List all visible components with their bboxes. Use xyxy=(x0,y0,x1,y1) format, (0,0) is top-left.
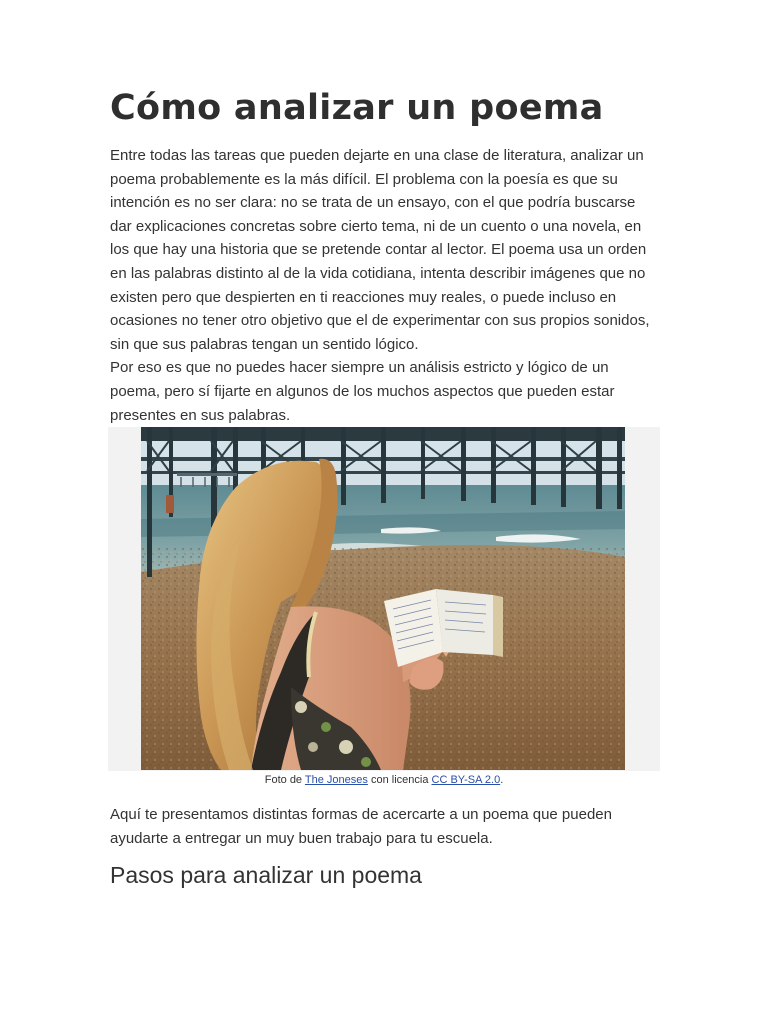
second-paragraph: Por eso es que no puedes hacer siempre un análisis estricto y lógico de un poema, pero sí fijarte en algunos de los muchos aspectos que pueden estar presentes en sus palabras. xyxy=(110,359,615,424)
page-title: Cómo analizar un poema xyxy=(110,88,604,128)
photo-figure xyxy=(108,427,660,787)
caption-prefix: Foto de xyxy=(264,774,305,787)
caption-middle: con licencia xyxy=(367,774,432,787)
photo-frame xyxy=(108,427,660,771)
article xyxy=(110,86,660,890)
license-link[interactable]: CC BY-SA 2.0 xyxy=(431,774,501,787)
photo-caption xyxy=(108,773,660,787)
intro-paragraph: Entre todas las tareas que pueden dejarte en una clase de literatura, analizar un poema probablemente es la más difícil. El problema con la poesía es que su intención es no ser clara: no se trata de un ensayo, con el que podría buscarse dar explicaciones concretas sobre cierto tema, ni de un cuento o una novela, en los que hay una historia que se pretende contar al lector. El poema usa un orden en las palabras distinto al de la vida cotidiana, intenta describir imágenes que no existen pero que despierten en ti reacciones muy reales, o puede incluso en ocasiones no tener otro objetivo que el de experimentar con sus propios sonidos, sin que sus palabras tengan un sentido lógico. xyxy=(110,147,650,353)
author-link[interactable]: The Joneses xyxy=(304,774,368,787)
closing-paragraph: Aquí te presentamos distintas formas de acercarte a un poema que pueden ayudarte a entregar un muy buen trabajo para tu escuela. xyxy=(110,806,612,847)
beach-reading-photo xyxy=(141,427,625,770)
caption-suffix: . xyxy=(500,774,504,787)
section-heading: Pasos para analizar un poema xyxy=(110,862,422,889)
